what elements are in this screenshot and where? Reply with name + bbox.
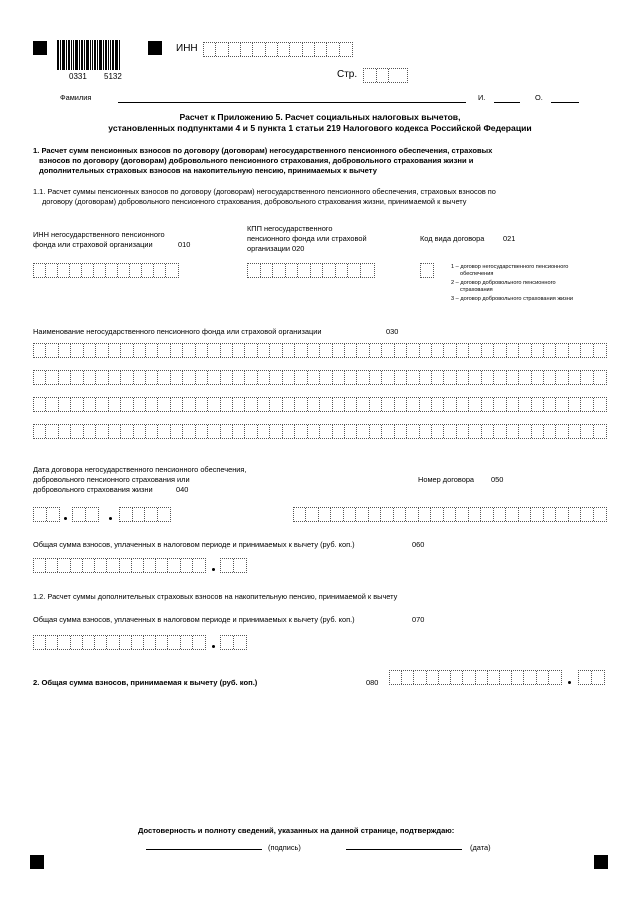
- first-initial-field[interactable]: [494, 102, 520, 103]
- field-060-kopecks-input[interactable]: [220, 558, 247, 573]
- field-021-code: 021: [503, 234, 516, 243]
- field-030-name-row-2[interactable]: [33, 370, 607, 385]
- section11-heading-line1: 1.1. Расчет суммы пенсионных взносов по договору (договорам) негосударственного пенсионного обеспечения, страховых взносов по: [33, 187, 496, 196]
- inn-input[interactable]: [203, 42, 353, 57]
- page-label: Стр.: [337, 69, 358, 80]
- field-021-contract-type-input[interactable]: [420, 263, 434, 278]
- page-number-input[interactable]: [363, 68, 408, 83]
- field-080-kopecks-input[interactable]: [578, 670, 605, 685]
- registration-marker-bottom-right: [594, 855, 608, 869]
- patronymic-initial-field[interactable]: [551, 102, 579, 103]
- field-020-code: 020: [292, 244, 305, 253]
- date-label: (дата): [470, 843, 491, 852]
- field-040-day-input[interactable]: [33, 507, 60, 522]
- field-080-label: 2. Общая сумма взносов, принимаемая к вычету (руб. коп.): [33, 678, 258, 687]
- first-initial-label: И.: [478, 93, 486, 102]
- field-010-label-line2: фонда или страховой организации: [33, 240, 153, 249]
- contract-type-option-1: 1 – договор негосударственного пенсионного: [451, 264, 569, 270]
- field-050-label: Номер договора: [418, 475, 475, 484]
- field-030-name-row-1[interactable]: [33, 343, 607, 358]
- decimal-separator: [568, 681, 571, 684]
- field-010-inn-input[interactable]: [33, 263, 179, 278]
- registration-marker-bottom-left: [30, 855, 44, 869]
- field-040-label-line1: Дата договора негосударственного пенсионного обеспечения,: [33, 465, 247, 474]
- field-040-code: 040: [176, 485, 189, 494]
- section1-heading-line1: 1. Расчет сумм пенсионных взносов по договору (договорам) негосударственного пенсионного обеспечения, страховых: [33, 146, 493, 155]
- section1-heading-line3: дополнительных страховых взносов на накопительную пенсию, принимаемых к вычету: [39, 166, 377, 175]
- field-040-label-line2: добровольного пенсионного страхования или: [33, 475, 190, 484]
- contract-type-option-2: 2 – договор добровольного пенсионного: [451, 280, 556, 286]
- field-070-label: Общая сумма взносов, уплаченных в налоговом периоде и принимаемых к вычету (руб. коп.): [33, 615, 355, 624]
- inn-label: ИНН: [176, 43, 198, 54]
- field-080-rubles-input[interactable]: [389, 670, 562, 685]
- field-020-label-line1: КПП негосударственного: [247, 224, 333, 233]
- decimal-separator: [212, 568, 215, 571]
- page-title-line1: Расчет к Приложению 5. Расчет социальных налоговых вычетов,: [179, 112, 461, 122]
- date-field[interactable]: [346, 849, 462, 850]
- section11-heading-line2: договору (договорам) добровольного пенсионного страхования, добровольного страхования жизни, принимаемой к вычету: [42, 197, 467, 206]
- date-separator: [64, 517, 67, 520]
- field-010-label-line1: ИНН негосударственного пенсионного: [33, 230, 165, 239]
- registration-marker-top-right: [148, 41, 162, 55]
- barcode: [57, 40, 135, 70]
- field-030-label: Наименование негосударственного пенсионного фонда или страховой организации: [33, 327, 322, 336]
- page-title-line2: установленных подпунктами 4 и 5 пункта 1 статьи 219 Налогового кодекса Российской Федерации: [108, 123, 532, 133]
- field-040-month-input[interactable]: [72, 507, 99, 522]
- registration-marker-top-left: [33, 41, 47, 55]
- field-010-code: 010: [178, 240, 191, 249]
- field-020-label-line2: пенсионного фонда или страховой: [247, 234, 367, 243]
- confirmation-text: Достоверность и полноту сведений, указанных на данной странице, подтверждаю:: [138, 826, 455, 835]
- surname-label: Фамилия: [60, 93, 92, 102]
- field-060-code: 060: [412, 540, 425, 549]
- section12-heading: 1.2. Расчет суммы дополнительных страховых взносов на накопительную пенсию, принимаемой к вычету: [33, 592, 398, 601]
- signature-label: (подпись): [268, 843, 301, 852]
- barcode-number-left: 0331: [69, 72, 87, 81]
- surname-field[interactable]: [118, 102, 466, 103]
- field-060-rubles-input[interactable]: [33, 558, 206, 573]
- field-030-name-row-4[interactable]: [33, 424, 607, 439]
- barcode-number-right: 5132: [104, 72, 122, 81]
- contract-type-option-2-cont: страхования: [460, 287, 493, 293]
- field-040-year-input[interactable]: [119, 507, 171, 522]
- field-040-label-line3: добровольного страхования жизни: [33, 485, 153, 494]
- contract-type-option-3: 3 – договор добровольного страхования жизни: [451, 296, 573, 302]
- signature-field[interactable]: [146, 849, 262, 850]
- patronymic-initial-label: О.: [535, 93, 543, 102]
- field-020-kpp-input[interactable]: [247, 263, 375, 278]
- decimal-separator: [212, 645, 215, 648]
- field-050-contract-number-input[interactable]: [293, 507, 607, 522]
- field-050-code: 050: [491, 475, 504, 484]
- field-080-code: 080: [366, 678, 379, 687]
- contract-type-option-1-cont: обеспечения: [460, 271, 494, 277]
- section1-heading-line2: взносов по договору (договорам) добровольного пенсионного страхования, добровольного страхования жизни и: [39, 156, 474, 165]
- field-020-label-line3: организации: [247, 244, 291, 253]
- field-070-kopecks-input[interactable]: [220, 635, 247, 650]
- field-030-code: 030: [386, 327, 399, 336]
- field-060-label: Общая сумма взносов, уплаченных в налоговом периоде и принимаемых к вычету (руб. коп.): [33, 540, 355, 549]
- field-021-label: Код вида договора: [420, 234, 485, 243]
- field-070-code: 070: [412, 615, 425, 624]
- field-070-rubles-input[interactable]: [33, 635, 206, 650]
- field-030-name-row-3[interactable]: [33, 397, 607, 412]
- date-separator: [109, 517, 112, 520]
